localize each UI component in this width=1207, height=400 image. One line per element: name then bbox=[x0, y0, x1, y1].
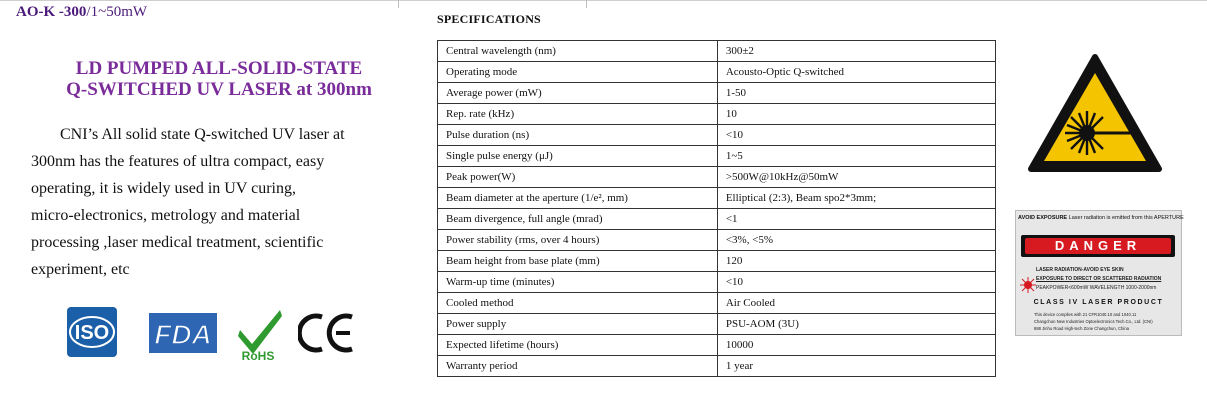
danger-banner bbox=[1021, 235, 1175, 257]
spec-value: <3%, <5% bbox=[717, 230, 995, 251]
spec-value: Elliptical (2:3), Beam spo2*3mm; bbox=[717, 188, 995, 209]
spec-value: >500W@10kHz@50mW bbox=[717, 167, 995, 188]
spec-key: Power stability (rms, over 4 hours) bbox=[438, 230, 718, 251]
label-aperture-rest: Laser radiation is emitted from this APERTURE bbox=[1067, 215, 1184, 221]
spec-key: Beam height from base plate (mm) bbox=[438, 251, 718, 272]
label-aperture-bold: AVOID EXPOSURE bbox=[1018, 215, 1068, 221]
rohs-logo-text: RoHS bbox=[241, 349, 275, 362]
label-fine-3: 888 Jinhu Road High-tech Zone Changchun, China bbox=[1034, 326, 1129, 331]
table-row bbox=[438, 41, 996, 62]
spec-value: <10 bbox=[717, 125, 995, 146]
rohs-logo-icon bbox=[236, 306, 286, 362]
laser-starburst-icon bbox=[1020, 277, 1036, 293]
description-line: CNI’s All solid state Q-switched UV laser at bbox=[60, 126, 345, 143]
spec-value: Acousto-Optic Q-switched bbox=[717, 62, 995, 83]
spec-key: Pulse duration (ns) bbox=[438, 125, 718, 146]
label-fine-2: Changchun New Industries Optoelectronics Tech.Co., Ltd. (CNI) bbox=[1034, 319, 1153, 324]
certification-logos bbox=[66, 306, 366, 362]
label-line-2: EXPOSURE TO DIRECT OR SCATTERED RADIATION bbox=[1036, 276, 1162, 282]
spec-value: 10000 bbox=[717, 335, 995, 356]
table-row bbox=[438, 272, 996, 293]
column-tick bbox=[398, 0, 399, 8]
product-headline bbox=[34, 58, 404, 100]
description-line: 300nm has the features of ultra compact, easy bbox=[31, 153, 325, 170]
table-row bbox=[438, 62, 996, 83]
description-line: operating, it is widely used in UV curing, bbox=[31, 180, 296, 197]
description-line: micro-electronics, metrology and material bbox=[31, 207, 301, 224]
spec-value: 300±2 bbox=[717, 41, 995, 62]
laser-class-text: CLASS IV LASER PRODUCT bbox=[1033, 299, 1164, 306]
spec-key: Peak power(W) bbox=[438, 167, 718, 188]
spec-value: PSU-AOM (3U) bbox=[717, 314, 995, 335]
table-row bbox=[438, 83, 996, 104]
spec-value: 1 year bbox=[717, 356, 995, 377]
label-line-1: LASER RADIATION-AVOID EYE SKIN bbox=[1036, 267, 1124, 273]
table-row bbox=[438, 167, 996, 188]
spec-key: Cooled method bbox=[438, 293, 718, 314]
model-code: AO-K -300 bbox=[16, 4, 87, 20]
spec-key: Expected lifetime (hours) bbox=[438, 335, 718, 356]
table-row bbox=[438, 146, 996, 167]
laser-warning-triangle-icon bbox=[1027, 53, 1163, 175]
danger-banner-text: DANGER bbox=[1025, 238, 1171, 254]
description-line: processing ,laser medical treatment, scientific bbox=[31, 234, 324, 251]
model-number bbox=[16, 4, 147, 21]
label-aperture-text bbox=[1018, 215, 1184, 221]
ce-mark-icon bbox=[298, 312, 358, 354]
fda-logo-text: FDA bbox=[154, 319, 212, 350]
headline-line-2: Q-SWITCHED UV LASER at 300nm bbox=[66, 79, 372, 100]
spec-key: Average power (mW) bbox=[438, 83, 718, 104]
spec-key: Operating mode bbox=[438, 62, 718, 83]
iso-logo-icon bbox=[66, 306, 118, 358]
iso-logo-text: ISO bbox=[74, 322, 110, 344]
table-row bbox=[438, 335, 996, 356]
spec-value: 120 bbox=[717, 251, 995, 272]
table-row bbox=[438, 314, 996, 335]
spec-key: Beam divergence, full angle (mrad) bbox=[438, 209, 718, 230]
product-description bbox=[31, 121, 393, 283]
model-power-range: /1~50mW bbox=[86, 4, 148, 20]
label-fine-1: This device complies with 21 CFR1040.10 and 1040.11 bbox=[1034, 312, 1137, 317]
table-row bbox=[438, 125, 996, 146]
headline-line-1: LD PUMPED ALL-SOLID-STATE bbox=[75, 58, 363, 79]
fda-logo-icon bbox=[148, 312, 218, 354]
spec-value: Air Cooled bbox=[717, 293, 995, 314]
spec-value: <1 bbox=[717, 209, 995, 230]
spec-key: Rep. rate (kHz) bbox=[438, 104, 718, 125]
table-row bbox=[438, 293, 996, 314]
spec-value: 1-50 bbox=[717, 83, 995, 104]
spec-key: Central wavelength (nm) bbox=[438, 41, 718, 62]
column-tick bbox=[586, 0, 587, 8]
table-row bbox=[438, 104, 996, 125]
spec-value: 10 bbox=[717, 104, 995, 125]
table-row bbox=[438, 251, 996, 272]
spec-key: Warranty period bbox=[438, 356, 718, 377]
laser-danger-label bbox=[1015, 210, 1182, 336]
table-row bbox=[438, 188, 996, 209]
description-line: experiment, etc bbox=[31, 261, 130, 278]
spec-key: Warm-up time (minutes) bbox=[438, 272, 718, 293]
table-row bbox=[438, 356, 996, 377]
spec-key: Beam diameter at the aperture (1/e², mm) bbox=[438, 188, 718, 209]
top-rule bbox=[0, 0, 1207, 1]
table-row bbox=[438, 209, 996, 230]
spec-key: Power supply bbox=[438, 314, 718, 335]
table-row bbox=[438, 230, 996, 251]
specifications-title: SPECIFICATIONS bbox=[437, 12, 541, 26]
specifications-table bbox=[437, 40, 996, 377]
spec-value: 1~5 bbox=[717, 146, 995, 167]
spec-value: <10 bbox=[717, 272, 995, 293]
spec-key: Single pulse energy (μJ) bbox=[438, 146, 718, 167]
label-line-3: PEAKPOWER<600mW WAVELENGTH 1000-2000nm bbox=[1036, 285, 1157, 291]
